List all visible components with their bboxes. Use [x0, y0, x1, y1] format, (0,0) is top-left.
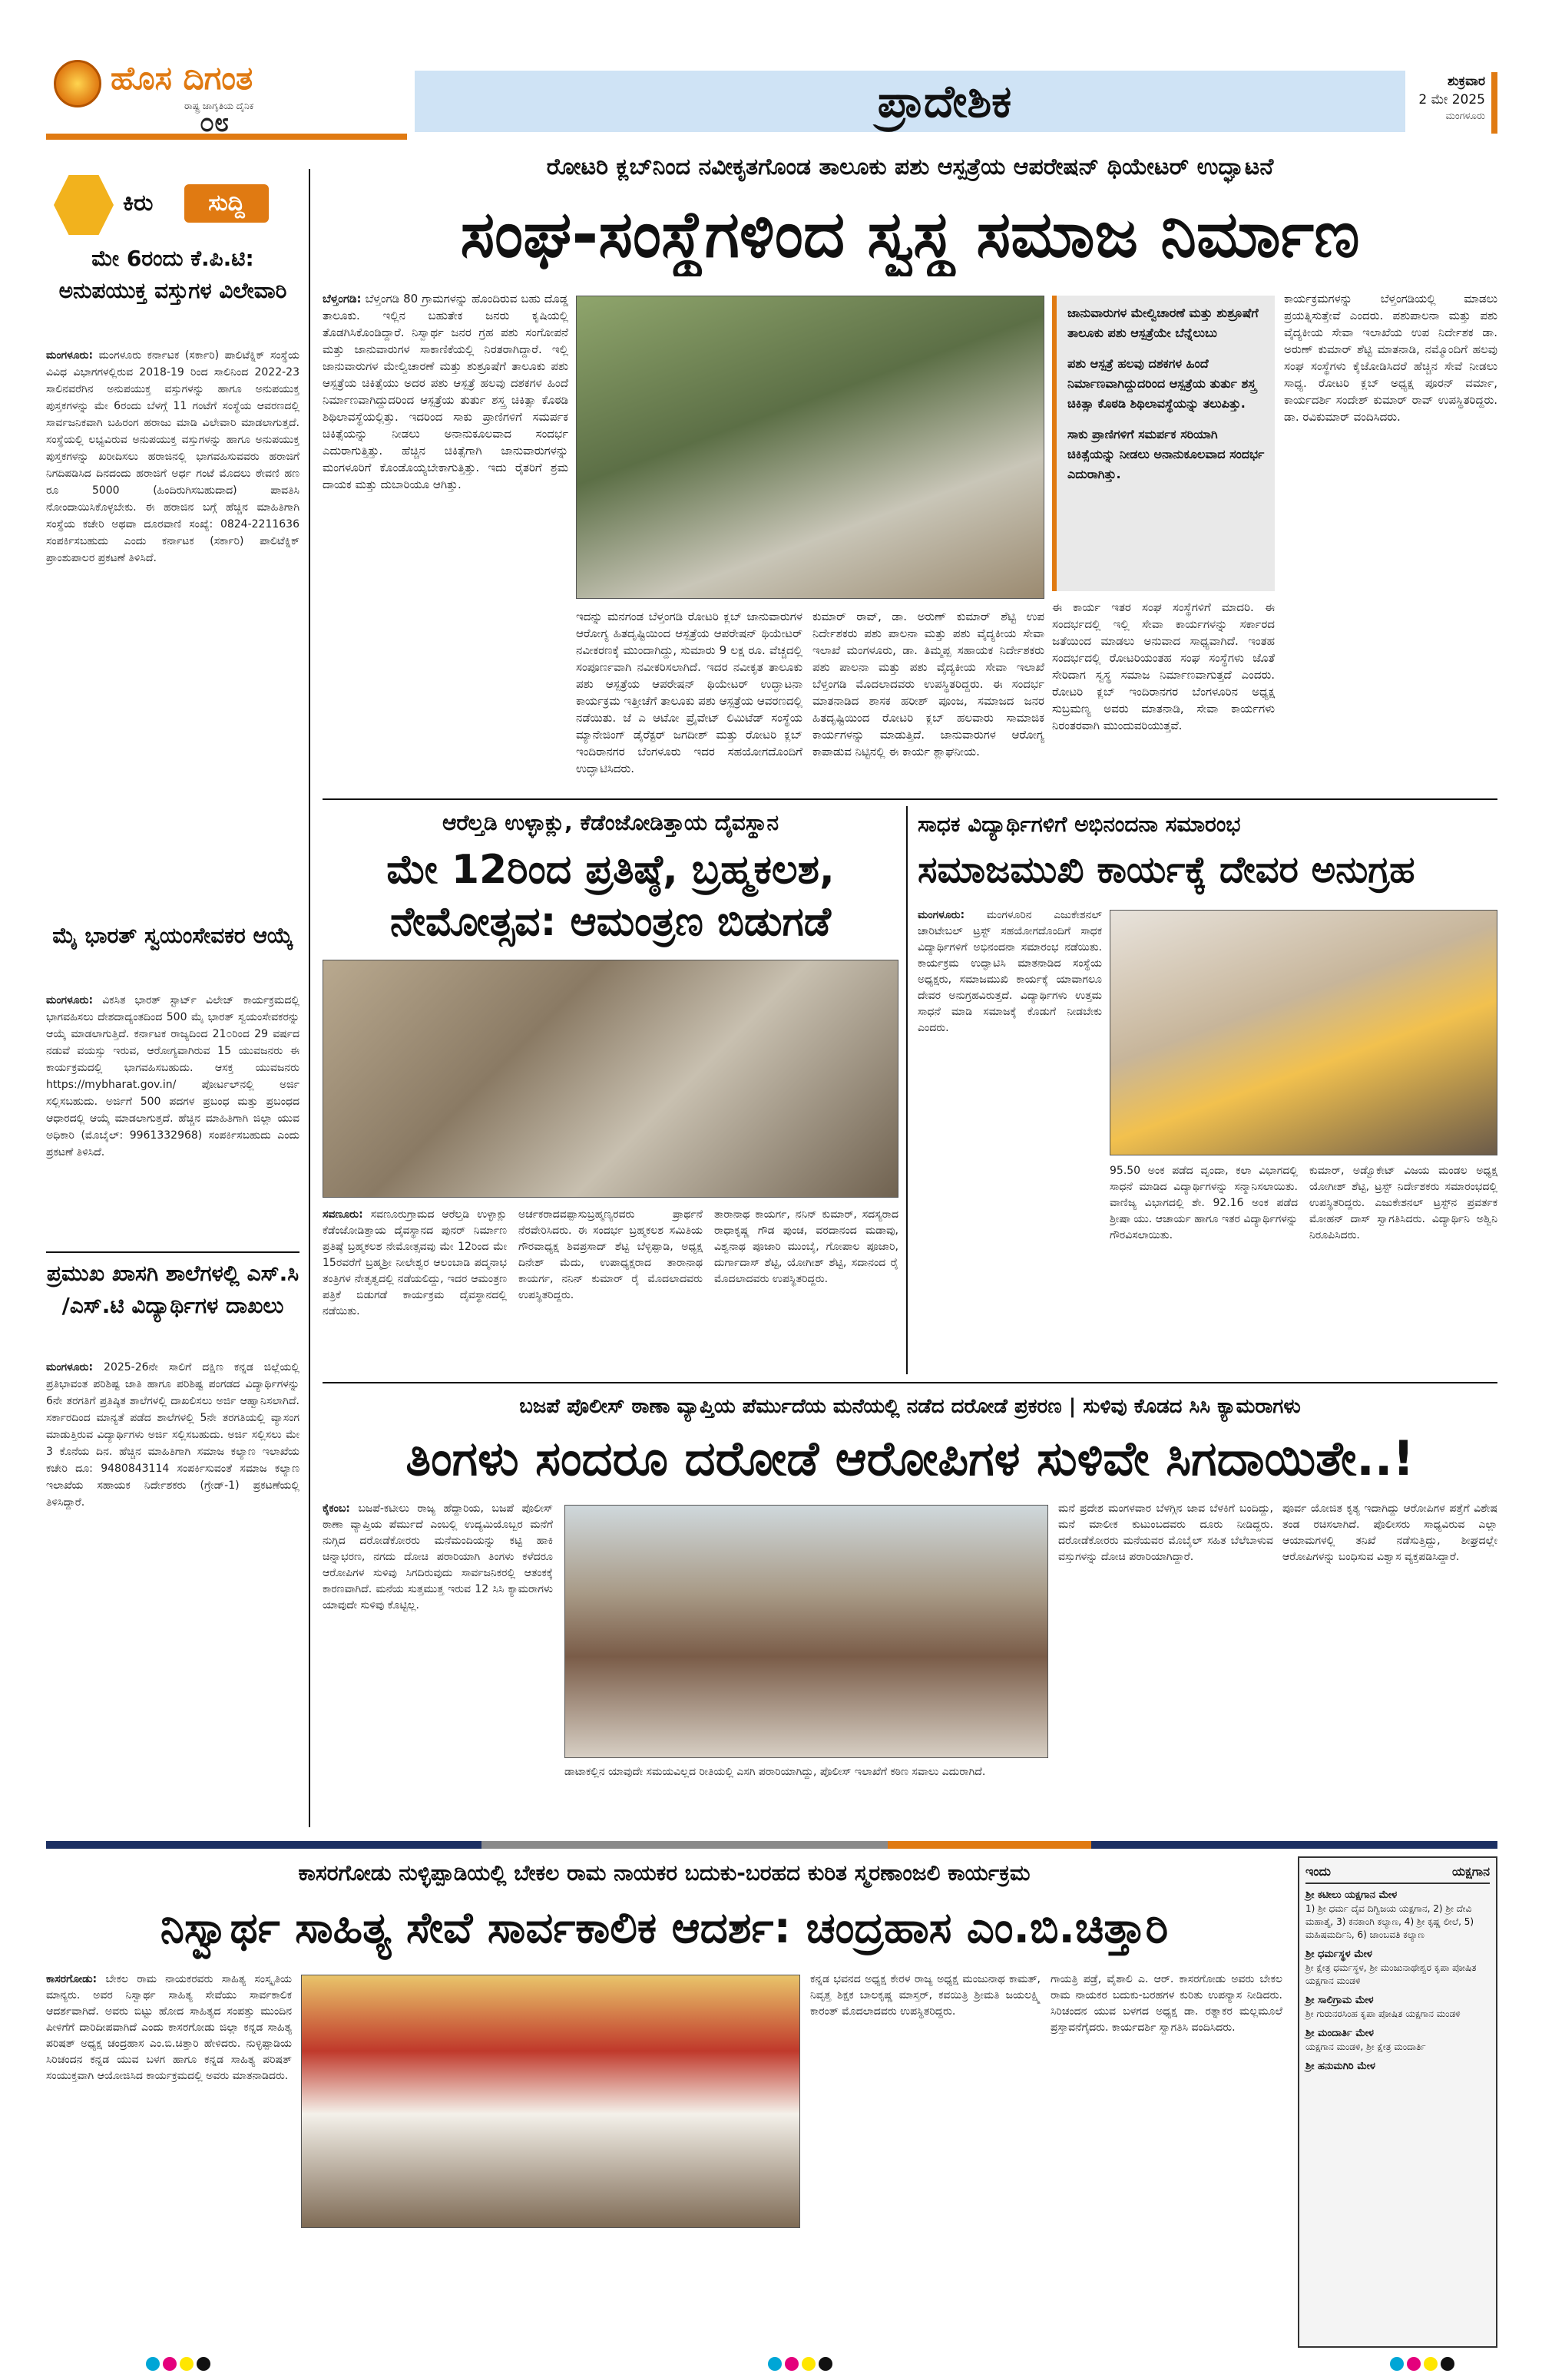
section-title: ಪ್ರಾದೇಶಿಕ: [877, 75, 1012, 127]
yakshagana-entry-title: ಶ್ರೀ ಹನುಮಗಿರಿ ಮೇಳ: [1305, 2061, 1375, 2072]
yakshagana-entry-body: ಶ್ರೀ ಕ್ಷೇತ್ರ ಧರ್ಮಸ್ಥಳ, ಶ್ರೀ ಮಂಜುನಾಥೇಶ್ವರ ಕೃಪಾ ಪೋಷಿತ ಯಕ್ಷಗಾನ ಮಂಡಳಿ: [1305, 1962, 1477, 1986]
story4-photo-caption: ಡಾಟಾಕಲ್ಲಿನ ಯಾವುದೇ ಸಮಯವಿಲ್ಲದ ರೀತಿಯಲ್ಲಿ ಎಸಗಿ ಪರಾರಿಯಾಗಿದ್ದು, ಪೊಲೀಸ್ ಇಲಾಖೆಗೆ ಕಠಿಣ ಸವಾಲು ಎದುರಾಗಿದೆ.: [564, 1766, 986, 1778]
masthead: [46, 55, 1497, 140]
masthead-logo-block: [46, 55, 407, 140]
black-dot: [1441, 2357, 1454, 2371]
kiru-suddi-header: [46, 169, 299, 238]
lead-bullet-3: ಸಾಕು ಪ್ರಾಣಿಗಳಿಗೆ ಸಮರ್ಪಕ ಸರಿಯಾಗಿ ಚಿಕಿತ್ಸೆಯನ್ನು ನೀಡಲು ಅನಾನುಕೂಲವಾದ ಸಂದರ್ಭ ಎದುರಾಗಿತ್ತು.: [1067, 427, 1265, 481]
lead-col4: ಈ ಕಾರ್ಯ ಇತರ ಸಂಘ ಸಂಸ್ಥೆಗಳಿಗೆ ಮಾದರಿ. ಈ ಸಂದರ್ಭದಲ್ಲಿ ಇಲ್ಲಿ ಸೇವಾ ಕಾರ್ಯಗಳನ್ನು ಸರ್ಕಾರದ ಜತೆಯಿಂದ ಮಾಡಲು ಅನುವಾದ ಸಾಧ್ಯವಾಗಿದೆ. ಇಂತಹ ಸಂದರ್ಭದಲ್ಲಿ ರೋಟರಿಯಂತಹ ಸಂಘ ಸಂಸ್ಥೆಗಳು ಜೊತೆ ಸೇರಿದಾಗ ಸ್ವಸ್ಥ ಸಮಾಜ ನಿರ್ಮಾಣವಾಗುತ್ತದೆ ಎಂದರು. ರೋಟರಿ ಕ್ಲಬ್ ಇಂದಿರಾನಗರ ಬೆಂಗಳೂರಿನ ಅಧ್ಯಕ್ಷ ಸುಬ್ರಮಣ್ಯ ಅವರು ಮಾತನಾಡಿ, ಸೇವಾ ಕಾರ್ಯಗಳು ನಿರಂತರವಾಗಿ ಮುಂದುವರಿಯುತ್ತವೆ.: [1052, 600, 1275, 732]
sidebar-item2-body: [46, 992, 299, 1245]
dateline: ಸವಣೂರು:: [323, 1208, 363, 1221]
divider: [46, 1251, 299, 1253]
story4-col1: [323, 1501, 553, 1827]
paper-name: ಹೊಸ ದಿಗಂತ: [111, 59, 253, 97]
lead-col1-text: ಬೆಳ್ತಂಗಡಿ 80 ಗ್ರಾಮಗಳನ್ನು ಹೊಂದಿರುವ ಬಹು ದೊಡ್ಡ ತಾಲೂಕು. ಇಲ್ಲಿನ ಬಹುತೇಕ ಜನರು ಕೃಷಿಯಲ್ಲಿ ತೊಡಗಿಸಿಕೊಂಡಿದ್ದಾರೆ. ನಿಸ್ವಾರ್ಥ ಜನರ ಗ್ರಹ ಪಶು ಸಂಗೋಪನೆ ಮತ್ತು ಜಾನುವಾರುಗಳ ಸಾಕಾಣಿಕೆಯಲ್ಲಿ ನಿರತರಾಗಿದ್ದಾರೆ. ಇಲ್ಲಿ ಜಾನುವಾರುಗಳ ಮೇಲ್ವಿಚಾರಣೆ ಮತ್ತು ಶುಶ್ರೂಷೆಗೆ ತಾಲೂಕು ಪಶು ಆಸ್ಪತ್ರೆಯ ಚಿಕಿತ್ಸೆಯು ಅದರ ಪಶು ಆಸ್ಪತ್ರೆ ಹಲವು ದಶಕಗಳ ಹಿಂದೆ ನಿರ್ಮಾಣವಾಗಿದ್ದುದರಿಂದ ಆಸ್ಪತ್ರೆಯ ತುರ್ತು ಶಸ್ತ್ರ ಚಿಕಿತ್ಸಾ ಕೊಠಡಿ ಶಿಥಿಲಾವಸ್ಥೆಯಲ್ಲಿತ್ತು. ಇದರಿಂದ ಸಾಕು ಪ್ರಾಣಿಗಳಿಗೆ ಸಮರ್ಪಕ ಚಿಕಿತ್ಸೆಯನ್ನು ನೀಡಲು ಅನಾನುಕೂಲವಾದ ಸಂದರ್ಭ ಎದುರಾಗುತ್ತಿತ್ತು. ಹೆಚ್ಚಿನ ಚಿಕಿತ್ಸೆಗಾಗಿ ಜಾನುವಾರುಗಳನ್ನು ಮಂಗಳೂರಿಗೆ ಕೊಂಡೊಯ್ಯಬೇಕಾಗುತ್ತಿತ್ತು. ಇದು ರೈತರಿಗೆ ಶ್ರಮ ದಾಯಕ ಮತ್ತು ದುಬಾರಿಯೂ ಆಗಿತ್ತು.: [323, 292, 568, 491]
cyan-dot: [768, 2357, 782, 2371]
dateline: ಮಂಗಳೂರು:: [46, 349, 94, 362]
paper-tagline: ರಾಷ್ಟ್ರ ಜಾಗೃತಿಯ ದೈನಿಕ: [184, 101, 254, 111]
yakshagana-entry-body: ಶ್ರೀ ಗುರುನರಸಿಂಹ ಕೃಪಾ ಪೋಷಿತ ಯಕ್ಷಗಾನ ಮಂಡಳಿ: [1305, 2008, 1461, 2019]
story3-col3: ಕುಮಾರ್, ಅಡ್ವೊಕೇಟ್ ವಿಜಯ ಮಂಡಲ ಅಧ್ಯಕ್ಷ ಯೋಗೀಶ್ ಶೆಟ್ಟಿ, ಟ್ರಸ್ಟ್ ನಿರ್ದೇಶಕರು ಸಮಾರಂಭದಲ್ಲಿ ಉಪಸ್ಥಿತರಿದ್ದರು. ಎಜುಕೇಶನಲ್ ಟ್ರಸ್ಟ್‌ನ ಪ್ರವರ್ತಕ ಮೋಹನ್ ದಾಸ್ ಸ್ವಾಗತಿಸಿದರು. ವಿದ್ಯಾರ್ಥಿನಿ ಅಶ್ವಿನಿ ನಿರೂಪಿಸಿದರು.: [1309, 1165, 1497, 1241]
yakshagana-entry-body: 1) ಶ್ರೀ ಧರ್ಮ ದೈವ ದಿಗ್ವಿಜಯ ಯಕ್ಷಗಾನ, 2) ಶ್ರೀ ದೇವಿ ಮಹಾತ್ಮೆ, 3) ಕನಕಾಂಗಿ ಕಲ್ಯಾಣ, 4) ಶ್ರೀ ಕೃಷ್ಣ ಲೀಲೆ, 5) ಮಹಿಷಮರ್ದಿನಿ, 6) ಜಾಂಬವತಿ ಕಲ್ಯಾಣ: [1305, 1903, 1474, 1940]
yellow-dot: [802, 2357, 816, 2371]
story4-col3: ಪೂರ್ವ ಯೋಜಿತ ಕೃತ್ಯ ಇದಾಗಿದ್ದು ಆರೋಪಿಗಳ ಪತ್ತೆಗೆ ವಿಶೇಷ ತಂಡ ರಚಿಸಲಾಗಿದೆ. ಪೊಲೀಸರು ಸಾಧ್ಯವಿರುವ ಎಲ್ಲಾ ಆಯಾಮಗಳಲ್ಲಿ ತನಿಖೆ ನಡೆಸುತ್ತಿದ್ದು, ಶೀಘ್ರದಲ್ಲೇ ಆರೋಪಿಗಳನ್ನು ಬಂಧಿಸುವ ವಿಶ್ವಾಸ ವ್ಯಕ್ತಪಡಿಸಿದ್ದಾರೆ.: [1282, 1502, 1497, 1563]
lead-bullet-2: ಪಶು ಆಸ್ಪತ್ರೆ ಹಲವು ದಶಕಗಳ ಹಿಂದೆ ನಿರ್ಮಾಣವಾಗಿದ್ದುದರಿಂದ ಆಸ್ಪತ್ರೆಯ ತುರ್ತು ಶಸ್ತ್ರ ಚಿಕಿತ್ಸಾ ಕೊಠಡಿ ಶಿಥಿಲಾವಸ್ಥೆಯನ್ನು ತಲುಪಿತ್ತು.: [1067, 356, 1256, 411]
yakshagana-entry: [1305, 2027, 1490, 2054]
section-banner: [415, 71, 1405, 132]
yellow-dot: [1424, 2357, 1438, 2371]
sidebar-item2-text: ವಿಕಸಿತ ಭಾರತ್ ಸ್ಟಾರ್ಟ್ ವಿಲೇಜ್ ಕಾರ್ಯಕ್ರಮದಲ್ಲಿ ಭಾಗವಹಿಸಲು ದೇಶದಾದ್ಯಂತದಿಂದ 500 ಮೈ ಭಾರತ್ ಸ್ವಯಂಸೇವಕರನ್ನು ಆಯ್ಕೆ ಮಾಡಲಾಗುತ್ತಿದೆ. ಕರ್ನಾಟಕ ರಾಜ್ಯದಿಂದ 21೦ರಿಂದ 29 ವರ್ಷದ ನಡುವೆ ವಯಸ್ಸು ಇರುವ, ಆರೋಗ್ಯವಾಗಿರುವ 15 ಯುವಜನರು ಈ ಕಾರ್ಯಕ್ರಮದಲ್ಲಿ ಭಾಗವಹಿಸಬಹುದು. ಆಸಕ್ತ ಯುವಜನರು https://mybharat.gov.in/ ಪೋರ್ಟಲ್‌ನಲ್ಲಿ ಅರ್ಜಿ ಸಲ್ಲಿಸಬಹುದು. ಅರ್ಜಿಗೆ 500 ಪದಗಳ ಪ್ರಬಂಧ ಮತ್ತು ಪ್ರಬಂಧದ ಆಧಾರದಲ್ಲಿ ಆಯ್ಕೆ ಮಾಡಲಾಗುತ್ತದೆ. ಹೆಚ್ಚಿನ ಮಾಹಿತಿಗಾಗಿ ಜಿಲ್ಲಾ ಯುವ ಅಧಿಕಾರಿ (ಮೊಬೈಲ್: 9961332968) ಸಂಪರ್ಕಿಸಬಹುದು ಎಂದು ಪ್ರಕಟಣೆ ತಿಳಿಸಿದೆ.: [46, 994, 299, 1159]
lead-kicker: ರೋಟರಿ ಕ್ಲಬ್‌ನಿಂದ ನವೀಕೃತಗೊಂಡ ತಾಲೂಕು ಪಶು ಆಸ್ಪತ್ರೆಯ ಆಪರೇಷನ್ ಥಿಯೇಟರ್ ಉದ್ಘಾಟನೆ: [546, 154, 1274, 180]
story5-col3: ಗಾಯತ್ರಿ ಪಡ್ರೆ, ವೈಶಾಲಿ ಎ. ಆರ್. ಕಾಸರಗೋಡು ಅವರು ಬೇಕಲ ರಾಮ ನಾಯಕರ ಬದುಕು-ಬರಹಗಳ ಕುರಿತು ಉಪನ್ಯಾಸ ನೀಡಿದರು. ಸಿರಿಚಂದನ ಯುವ ಬಳಗದ ಅಧ್ಯಕ್ಷ ಡಾ. ರತ್ನಾಕರ ಮಲ್ಲಮೂಲೆ ಪ್ರಸ್ತಾವನೆಗೈದರು. ಕಾರ್ಯದರ್ಶಿ ಸ್ವಾಗತಿಸಿ ವಂದಿಸಿದರು.: [1051, 1973, 1282, 2034]
column-rule: [906, 806, 908, 1374]
black-dot: [819, 2357, 832, 2371]
story5-photo: [301, 1975, 800, 2228]
cyan-dot: [146, 2357, 160, 2371]
story2-col3: ತಾರಾನಾಥ ಕಾಯರ್ಗ, ನನಿನ್ ಕುಮಾರ್, ಸದಸ್ಯರಾದ ರಾಧಾಕೃಷ್ಣ ಗೌಡ ಪುಂಚ, ವರದಾನಂದ ಮಡಾವು, ವಿಶ್ವನಾಥ ಪೂಜಾರಿ ಮುಂಬೈ, ಗೋಪಾಲ ಪೂಜಾರಿ, ದುರ್ಗಾದಾಸ್ ಶೆಟ್ಟಿ, ಯೋಗೀಶ್ ಶೆಟ್ಟಿ, ಸದಾನಂದ ರೈ ಮೊದಲಾದವರು ಉಪಸ್ಥಿತರಿದ್ದರು.: [714, 1208, 898, 1285]
lead-headline: ಸಂಘ-ಸಂಸ್ಥೆಗಳಿಂದ ಸ್ವಸ್ಥ ಸಮಾಜ ನಿರ್ಮಾಣ: [460, 197, 1360, 272]
registration-marks-left: [146, 2357, 238, 2372]
yakshagana-title: ಯಕ್ಷಗಾನ: [1451, 1864, 1490, 1879]
lead-bullet-box: [1052, 296, 1275, 591]
cyan-dot: [1390, 2357, 1404, 2371]
dateline: ಮಂಗಳೂರು:: [46, 1361, 94, 1373]
sidebar-item3-body: [46, 1359, 299, 1827]
story2-col1: [323, 1207, 507, 1374]
yakshagana-entry-title: ಶ್ರೀ ಸಾಲಿಗ್ರಾಮ ಮೇಳ: [1305, 1995, 1374, 2006]
weekday: ಶುಕ್ರವಾರ: [1448, 74, 1485, 89]
yellow-dot: [180, 2357, 194, 2371]
lead-col2: ಇದನ್ನು ಮನಗಂಡ ಬೆಳ್ತಂಗಡಿ ರೋಟರಿ ಕ್ಲಬ್ ಜಾನುವಾರುಗಳ ಆರೋಗ್ಯ ಹಿತದೃಷ್ಟಿಯಿಂದ ಆಸ್ಪತ್ರೆಯ ಆಪರೇಷನ್ ಥಿಯೇಟರ್ ನವೀಕರಣಕ್ಕೆ ಮುಂದಾಗಿದ್ದು, ಸುಮಾರು 9 ಲಕ್ಷ ರೂ. ವೆಚ್ಚದಲ್ಲಿ ಸಂಪೂರ್ಣವಾಗಿ ನವೀಕರಿಸಲಾಗಿದೆ. ಇದರ ನವೀಕೃತ ತಾಲೂಕು ಪಶು ಆಸ್ಪತ್ರೆಯ ಆಪರೇಷನ್ ಥಿಯೇಟರ್ ಉದ್ಘಾಟನಾ ಕಾರ್ಯಕ್ರಮ ಇತ್ತೀಚೆಗೆ ತಾಲೂಕು ಪಶು ಆಸ್ಪತ್ರೆಯ ಆವರಣದಲ್ಲಿ ನಡೆಯಿತು. ಜೆ ಎ ಆಟೋ ಪ್ರೈವೇಟ್ ಲಿಮಿಟೆಡ್ ಸಂಸ್ಥೆಯ ಮ್ಯಾನೇಜಿಂಗ್ ಡೈರೆಕ್ಟರ್ ಜಗದೀಶ್ ಮತ್ತು ರೋಟರಿ ಕ್ಲಬ್ ಇಂದಿರಾನಗರ ಬೆಂಗಳೂರು ಇದರ ಸಹಯೋಗದೊಂದಿಗೆ ಉದ್ಘಾಟಿಸಿದರು.: [576, 610, 802, 775]
story2-headline-2: ನೇಮೋತ್ಸವ: ಆಮಂತ್ರಣ ಬಿಡುಗಡೆ: [390, 899, 831, 945]
divider: [323, 1382, 1497, 1383]
story4-photo: [564, 1505, 1048, 1758]
issue-date: 2 ಮೇ 2025: [1418, 92, 1485, 107]
story2-photo: [323, 960, 898, 1198]
dateline: ಮಂಗಳೂರು:: [918, 909, 965, 921]
lead-col5: ಕಾರ್ಯಕ್ರಮಗಳನ್ನು ಬೆಳ್ತಂಗಡಿಯಲ್ಲಿ ಮಾಡಲು ಪ್ರಯತ್ನಿಸುತ್ತೇವೆ ಎಂದರು. ಪಶುಪಾಲನಾ ಮತ್ತು ಪಶು ವೈದ್ಯಕೀಯ ಸೇವಾ ಇಲಾಖೆಯ ಉಪ ನಿರ್ದೇಶಕ ಡಾ. ಅರುಣ್ ಕುಮಾರ್ ಶೆಟ್ಟಿ ಮಾತನಾಡಿ, ನಮ್ಮೊಂದಿಗೆ ಹಲವು ಸಂಘ ಸಂಸ್ಥೆಗಳು ಕೈಜೋಡಿಸಿದರೆ ಹೆಚ್ಚಿನ ಸೇವೆ ನೀಡಲು ಸಾಧ್ಯ. ರೋಟರಿ ಕ್ಲಬ್ ಅಧ್ಯಕ್ಷ ಪೂರನ್ ವರ್ಮಾ, ಕಾರ್ಯದರ್ಶಿ ಸಂದೇಶ್ ಕುಮಾರ್ ರಾವ್ ಉಪಸ್ಥಿತರಿದ್ದರು. ಡಾ. ರವಿಕುಮಾರ್ ವಂದಿಸಿದರು.: [1284, 292, 1497, 424]
lead-col3: ಕುಮಾರ್ ರಾವ್, ಡಾ. ಅರುಣ್ ಕುಮಾರ್ ಶೆಟ್ಟಿ ಉಪ ನಿರ್ದೇಶಕರು ಪಶು ಪಾಲನಾ ಮತ್ತು ಪಶು ವೈದ್ಯಕೀಯ ಸೇವಾ ಇಲಾಖೆ ಮಂಗಳೂರು, ಡಾ. ತಿಮ್ಮಪ್ಪ ಸಹಾಯಕ ನಿರ್ದೇಶಕರು ಪಶು ಪಾಲನಾ ಮತ್ತು ಪಶು ವೈದ್ಯಕೀಯ ಸೇವಾ ಇಲಾಖೆ ಬೆಳ್ತಂಗಡಿ ಮೊದಲಾದವರು ಉಪಸ್ಥಿತರಿದ್ದರು. ಈ ಸಂದರ್ಭ ಮಾತನಾಡಿದ ಶಾಸಕ ಹರೀಶ್ ಪೂಂಜ, ಸಮಾಜದ ಜನರ ಹಿತದೃಷ್ಟಿಯಿಂದ ರೋಟರಿ ಕ್ಲಬ್ ಹಲವಾರು ಸಾಮಾಜಿಕ ಕಾರ್ಯಗಳನ್ನು ಮಾಡುತ್ತಿದೆ. ಜಾನುವಾರುಗಳ ಆರೋಗ್ಯ ಕಾಪಾಡುವ ನಿಟ್ಟಿನಲ್ಲಿ ಈ ಕಾರ್ಯ ಶ್ಲಾಘನೀಯ.: [812, 610, 1044, 759]
story4-headline: ತಿಂಗಳು ಸಂದರೂ ದರೋಡೆ ಆರೋಪಿಗಳ ಸುಳಿವೇ ಸಿಗದಾಯಿತೇ..!: [405, 1430, 1415, 1486]
story5-col2: ಕನ್ನಡ ಭವನದ ಅಧ್ಯಕ್ಷ ಕೇರಳ ರಾಜ್ಯ ಅಧ್ಯಕ್ಷ ಮಂಜುನಾಥ ಕಾಮತ್, ನಿವೃತ್ತ ಶಿಕ್ಷಕ ಬಾಲಕೃಷ್ಣ ಮಾಸ್ತರ್, ಕವಯಿತ್ರಿ ಶ್ರೀಮತಿ ಜಯಲಕ್ಷ್ಮಿ ಕಾರಂತ್ ಮೊದಲಾದವರು ಉಪಸ್ಥಿತರಿದ್ದರು.: [810, 1973, 1041, 2018]
dateline: ಮಂಗಳೂರು:: [46, 994, 94, 1007]
story5-kicker: ಕಾಸರಗೋಡು ನುಳ್ಳಿಪ್ಪಾಡಿಯಲ್ಲಿ ಬೇಕಲ ರಾಮ ನಾಯಕರ ಬದುಕು-ಬರಹದ ಕುರಿತ ಸ್ಮರಣಾಂಜಲಿ ಕಾರ್ಯಕ್ರಮ: [298, 1860, 1031, 1886]
story3-col1: [918, 907, 1102, 1374]
story3-kicker: ಸಾಧಕ ವಿದ್ಯಾರ್ಥಿಗಳಿಗೆ ಅಭಿನಂದನಾ ಸಮಾರಂಭ: [918, 812, 1241, 837]
pointing-hand-icon: [54, 175, 114, 235]
yakshagana-entry: [1305, 1948, 1490, 1988]
story5-col1: [46, 1972, 292, 2348]
logo-sun-icon: [54, 60, 101, 107]
dateline: ಕಾಸರಗೋಡು:: [46, 1973, 98, 1985]
sidebar-item2-headline: ಮೈ ಭಾರತ್ ಸ್ವಯಂಸೇವಕರ ಆಯ್ಕೆ: [52, 923, 293, 948]
story4-col1-text: ಬಜಪೆ-ಕಟೀಲು ರಾಜ್ಯ ಹೆದ್ದಾರಿಯ, ಬಜಪೆ ಪೊಲೀಸ್ ಠಾಣಾ ವ್ಯಾಪ್ತಿಯ ಪೆರ್ಮುದೆ ಎಂಬಲ್ಲಿ ಉದ್ಯಮಿಯೊಬ್ಬರ ಮನೆಗೆ ನುಗ್ಗಿದ ದರೋಡೆಕೋರರು ಮನೆಮಂದಿಯನ್ನು ಕಟ್ಟಿ ಹಾಕಿ ಚಿನ್ನಾಭರಣ, ನಗದು ದೋಚಿ ಪರಾರಿಯಾಗಿ ತಿಂಗಳು ಕಳೆದರೂ ಆರೋಪಿಗಳ ಸುಳಿವು ಸಿಗದಿರುವುದು ಸಾರ್ವಜನಿಕರಲ್ಲಿ ಆತಂಕಕ್ಕೆ ಕಾರಣವಾಗಿದೆ. ಮನೆಯ ಸುತ್ತಮುತ್ತ ಇರುವ 12 ಸಿಸಿ ಕ್ಯಾಮರಾಗಳು ಯಾವುದೇ ಸುಳಿವು ಕೊಟ್ಟಿಲ್ಲ.: [323, 1502, 553, 1611]
yakshagana-box: [1298, 1856, 1497, 2348]
page-number: ೦೮: [200, 107, 230, 138]
black-dot: [197, 2357, 210, 2371]
yakshagana-entry-title: ಶ್ರೀ ಕಟೀಲು ಯಕ್ಷಗಾನ ಮೇಳ: [1305, 1889, 1398, 1901]
story2-headline-1: ಮೇ 12ರಿಂದ ಪ್ರತಿಷ್ಠೆ, ಬ್ರಹ್ಮಕಲಶ,: [386, 847, 835, 893]
yakshagana-entry: [1305, 2060, 1490, 2074]
dateline: ಬೆಳ್ತಂಗಡಿ:: [323, 292, 362, 306]
sidebar-item1-body: [46, 347, 299, 900]
story3-photo: [1110, 910, 1497, 1155]
sidebar-column-rule: [309, 169, 310, 1827]
magenta-dot: [1407, 2357, 1421, 2371]
yakshagana-entry: [1305, 1889, 1490, 1942]
yakshagana-entry-title: ಶ್ರೀ ಮಂದಾರ್ತಿ ಮೇಳ: [1305, 2028, 1374, 2039]
story5-headline: ನಿಸ್ವಾರ್ಥ ಸಾಹಿತ್ಯ ಸೇವೆ ಸಾರ್ವಕಾಲಿಕ ಆದರ್ಶ: ಚಂದ್ರಹಾಸ ಎಂ.ಬಿ.ಚಿತ್ತಾರಿ: [160, 1903, 1169, 1953]
color-divider: [46, 1841, 1497, 1849]
sidebar-item3-text: 2025-26ನೇ ಸಾಲಿಗೆ ದಕ್ಷಿಣ ಕನ್ನಡ ಜಿಲ್ಲೆಯಲ್ಲಿ ಪ್ರತಿಭಾವಂತ ಪರಿಶಿಷ್ಟ ಜಾತಿ ಹಾಗೂ ಪರಿಶಿಷ್ಟ ಪಂಗಡದ ವಿದ್ಯಾರ್ಥಿಗಳನ್ನು 6ನೇ ತರಗತಿಗೆ ಪ್ರತಿಷ್ಠಿತ ಶಾಲೆಗಳಲ್ಲಿ ದಾಖಲಿಸಲು ಅರ್ಜಿ ಆಹ್ವಾನಿಸಲಾಗಿದೆ. ಸರ್ಕಾರದಿಂದ ಮಾನ್ಯತೆ ಪಡೆದ ಶಾಲೆಗಳಲ್ಲಿ 5ನೇ ತರಗತಿಯಲ್ಲಿ ವ್ಯಾಸಂಗ ಮಾಡುತ್ತಿರುವ ವಿದ್ಯಾರ್ಥಿಗಳು ಅರ್ಜಿ ಸಲ್ಲಿಸಬಹುದು. ಅರ್ಜಿ ಸಲ್ಲಿಸಲು ಮೇ 3 ಕೊನೆಯ ದಿನ. ಹೆಚ್ಚಿನ ಮಾಹಿತಿಗಾಗಿ ಸಮಾಜ ಕಲ್ಯಾಣ ಇಲಾಖೆಯ ಕಚೇರಿ ದೂ: 9480843114 ಸಂಪರ್ಕಿಸುವಂತೆ ಸಮಾಜ ಕಲ್ಯಾಣ ಇಲಾಖೆಯ ಸಹಾಯಕ ನಿರ್ದೇಶಕರು (ಗ್ರೇಡ್-1) ಪ್ರಕಟಣೆಯಲ್ಲಿ ತಿಳಿಸಿದ್ದಾರೆ.: [46, 1361, 299, 1509]
suddi-label: ಸುದ್ದಿ: [184, 184, 269, 223]
divider: [323, 798, 1497, 800]
yakshagana-header: [1305, 1864, 1490, 1884]
story2-kicker: ಆರೆಲ್ತಡಿ ಉಳ್ಳಾಕ್ಲು, ಕೆಡೆಂಜೋಡಿತ್ತಾಯ ದೈವಸ್ಥಾನ: [442, 810, 779, 835]
sidebar-item3-headline: ಪ್ರಮುಖ ಖಾಸಗಿ ಶಾಲೆಗಳಲ್ಲಿ ಎಸ್.ಸಿ /ಎಸ್.ಟಿ ವಿದ್ಯಾರ್ಥಿಗಳ ದಾಖಲು: [46, 1261, 299, 1318]
date-block: [1352, 72, 1497, 134]
magenta-dot: [163, 2357, 177, 2371]
story2-col1-text: ಸವಣೂರುಗ್ರಾಮದ ಆರೆಲ್ತಡಿ ಉಳ್ಳಾಕ್ಲು ಕೆಡೆಂಜೋಡಿತ್ತಾಯ ದೈವಸ್ಥಾನದ ಪುನರ್ ನಿರ್ಮಾಣ ಪ್ರತಿಷ್ಠೆ ಬ್ರಹ್ಮಕಲಶ ನೇಮೋತ್ಸವವು ಮೇ 12ರಿಂದ ಮೇ 15ರವರೆಗೆ ಬ್ರಹ್ಮಶ್ರೀ ನೀಲೇಶ್ವರ ಆಲಂಬಾಡಿ ಪದ್ಮನಾಭ ತಂತ್ರಿಗಳ ನೇತೃತ್ವದಲ್ಲಿ ನಡೆಯಲಿದ್ದು, ಇದರ ಆಮಂತ್ರಣ ಪತ್ರಿಕೆ ಬಿಡುಗಡೆ ಕಾರ್ಯಕ್ರಮ ದೈವಸ್ಥಾನದಲ್ಲಿ ನಡೆಯಿತು.: [323, 1208, 507, 1317]
magenta-dot: [785, 2357, 799, 2371]
edition-city: ಮಂಗಳೂರು: [1445, 111, 1485, 122]
dateline: ಕೈಕಂಬ:: [323, 1502, 350, 1515]
yakshagana-today-label: ಇಂದು: [1305, 1864, 1331, 1879]
registration-marks-center: [768, 2357, 860, 2372]
lead-col1: [323, 290, 568, 789]
yakshagana-entry-body: ಯಕ್ಷಗಾನ ಮಂಡಳಿ, ಶ್ರೀ ಕ್ಷೇತ್ರ ಮಂದಾರ್ತಿ: [1305, 2041, 1426, 2052]
kiru-label: ಕಿರು: [123, 190, 154, 217]
story4-col2: ಮನೆ ಪ್ರದೇಶ ಮಂಗಳವಾರ ಬೆಳಗ್ಗಿನ ಜಾವ ಬೆಳಕಿಗೆ ಬಂದಿದ್ದು, ಮನೆ ಮಾಲೀಕ ಕುಟುಂಬದವರು ದೂರು ನೀಡಿದ್ದರು. ದರೋಡೆಕೋರರು ಮನೆಯವರ ಮೊಬೈಲ್ ಸಹಿತ ಬೆಲೆಬಾಳುವ ವಸ್ತುಗಳನ್ನು ದೋಚಿ ಪರಾರಿಯಾಗಿದ್ದಾರೆ.: [1058, 1502, 1273, 1563]
sidebar-item1-text: ಮಂಗಳೂರು ಕರ್ನಾಟಕ (ಸರ್ಕಾರಿ) ಪಾಲಿಟೆಕ್ನಿಕ್ ಸಂಸ್ಥೆಯ ವಿವಿಧ ವಿಭಾಗಗಳಲ್ಲಿರುವ 2018-19 ರಿಂದ ಸಾಲಿನಿಂದ 2022-23 ಸಾಲಿನವರೆಗಿನ ಅನುಪಯುಕ್ತ ವಸ್ತುಗಳನ್ನು ಹಾಗೂ ಅನುಪಯುಕ್ತ ಪುಸ್ತಕಗಳನ್ನು ಮೇ 6ರಂದು ಬೆಳಗ್ಗೆ 11 ಗಂಟೆಗೆ ಸಂಸ್ಥೆಯ ಆವರಣದಲ್ಲಿ ಸಾರ್ವಜನಿಕವಾಗಿ ಬಹಿರಂಗ ಹರಾಜು ಮಾಡಿ ವಿಲೇವಾರಿ ಮಾಡಲಾಗುತ್ತದೆ. ಸಂಸ್ಥೆಯಲ್ಲಿ ಲಭ್ಯವಿರುವ ಅನುಪಯುಕ್ತ ವಸ್ತುಗಳನ್ನು ಹಾಗೂ ಅನುಪಯುಕ್ತ ಪುಸ್ತಕಗಳನ್ನು ಖರೀದಿಸಲು ಹರಾಜಿನಲ್ಲಿ ಭಾಗವಹಿಸುವವರು ಹರಾಜಿಗೆ ನಿಗದಿಪಡಿಸಿದ ದಿನದಂದು ಹರಾಜಿಗೆ ಅರ್ಧ ಗಂಟೆ ಮೊದಲು ಠೇವಣಿ ಹಣ ರೂ 5000 (ಹಿಂದಿರುಗಿಸಬಹುದಾದ) ಪಾವತಿಸಿ ನೋಂದಾಯಿಸಿಕೊಳ್ಳಬೇಕು. ಈ ಹರಾಜಿನ ಬಗ್ಗೆ ಹೆಚ್ಚಿನ ಮಾಹಿತಿಗಾಗಿ ಸಂಸ್ಥೆಯ ಕಚೇರಿ ಅಥವಾ ದೂರವಾಣಿ ಸಂಖ್ಯೆ: 0824-2211636 ಸಂಪರ್ಕಿಸಬಹುದು ಎಂದು ಕರ್ನಾಟಕ (ಸರ್ಕಾರಿ) ಪಾಲಿಟೆಕ್ನಿಕ್ ಪ್ರಾಂಶುಪಾಲರ ಪ್ರಕಟಣೆ ತಿಳಿಸಿದೆ.: [46, 349, 299, 564]
story4-kicker: ಬಜಪೆ ಪೊಲೀಸ್ ಠಾಣಾ ವ್ಯಾಪ್ತಿಯ ಪೆರ್ಮುದೆಯ ಮನೆಯಲ್ಲಿ ನಡೆದ ದರೋಡೆ ಪ್ರಕರಣ | ಸುಳಿವು ಕೊಡದ ಸಿಸಿ ಕ್ಯಾಮರಾಗಳು: [519, 1395, 1301, 1418]
story5-col1-text: ಬೇಕಲ ರಾಮ ನಾಯಕರವರು ಸಾಹಿತ್ಯ ಸಂಸ್ಕೃತಿಯ ಮಾನ್ಯರು. ಅವರ ನಿಸ್ವಾರ್ಥ ಸಾಹಿತ್ಯ ಸೇವೆಯು ಸಾರ್ವಕಾಲಿಕ ಆದರ್ಶವಾಗಿದೆ. ಅವರು ಬಿಟ್ಟು ಹೋದ ಸಾಹಿತ್ಯದ ಸಂಪತ್ತು ಮುಂದಿನ ಪೀಳಿಗೆಗೆ ದಾರಿದೀಪವಾಗಿದೆ ಎಂದು ಕಾಸರಗೋಡು ಜಿಲ್ಲಾ ಕನ್ನಡ ಸಾಹಿತ್ಯ ಪರಿಷತ್ ಅಧ್ಯಕ್ಷ ಚಂದ್ರಹಾಸ ಎಂ.ಬಿ.ಚಿತ್ತಾರಿ ಹೇಳಿದರು. ನುಳ್ಳಿಪ್ಪಾಡಿಯ ಸಿರಿಚಂದನ ಕನ್ನಡ ಯುವ ಬಳಗ ಹಾಗೂ ಕನ್ನಡ ಸಾಹಿತ್ಯ ಪರಿಷತ್ ಸಂಯುಕ್ತವಾಗಿ ಆಯೋಜಿಸಿದ ಕಾರ್ಯಕ್ರಮದಲ್ಲಿ ಅವರು ಮಾತನಾಡಿದರು.: [46, 1973, 292, 2082]
sidebar-item1-headline: ಮೇ 6ರಂದು ಕೆ.ಪಿ.ಟಿ: ಅನುಪಯುಕ್ತ ವಸ್ತುಗಳ ವಿಲೇವಾರಿ: [58, 246, 287, 303]
yakshagana-entry-title: ಶ್ರೀ ಧರ್ಮಸ್ಥಳ ಮೇಳ: [1305, 1949, 1372, 1960]
yakshagana-entry: [1305, 1994, 1490, 2021]
story3-col1-text: ಮಂಗಳೂರಿನ ಎಜುಕೇಶನಲ್ ಚಾರಿಟೇಬಲ್ ಟ್ರಸ್ಟ್ ಸಹಯೋಗದೊಂದಿಗೆ ಸಾಧಕ ವಿದ್ಯಾರ್ಥಿಗಳಿಗೆ ಅಭಿನಂದನಾ ಸಮಾರಂಭ ನಡೆಯಿತು. ಕಾರ್ಯಕ್ರಮ ಉದ್ಘಾಟಿಸಿ ಮಾತನಾಡಿದ ಸಂಸ್ಥೆಯ ಅಧ್ಯಕ್ಷರು, ಸಮಾಜಮುಖಿ ಕಾರ್ಯಕ್ಕೆ ಯಾವಾಗಲೂ ದೇವರ ಅನುಗ್ರಹವಿರುತ್ತದೆ. ವಿದ್ಯಾರ್ಥಿಗಳು ಉತ್ತಮ ಸಾಧನೆ ಮಾಡಿ ಸಮಾಜಕ್ಕೆ ಕೊಡುಗೆ ನೀಡಬೇಕು ಎಂದರು.: [918, 909, 1102, 1034]
story2-col2: ಅರ್ಚಕರಾದವಪ್ಪಾಸುಬ್ರಹ್ಮಣ್ಯರವರು ಪ್ರಾರ್ಥನೆ ನೆರವೇರಿಸಿದರು. ಈ ಸಂದರ್ಭ ಬ್ರಹ್ಮಕಲಶ ಸಮಿತಿಯ ಗೌರವಾಧ್ಯಕ್ಷ ಶಿವಪ್ರಸಾದ್ ಶೆಟ್ಟಿ ಬೆಳ್ಳಿಪ್ಪಾಡಿ, ಅಧ್ಯಕ್ಷ ದಿನೇಶ್ ಮೆದು, ಉಪಾಧ್ಯಕ್ಷರಾದ ತಾರಾನಾಥ ಕಾಯರ್ಗ, ನನಿನ್ ಕುಮಾರ್ ರೈ ಮೊದಲಾದವರು ಉಪಸ್ಥಿತರಿದ್ದರು.: [518, 1208, 703, 1301]
story3-col2: 95.50 ಅಂಕ ಪಡೆದ ವೃಂದಾ, ಕಲಾ ವಿಭಾಗದಲ್ಲಿ ಸಾಧನೆ ಮಾಡಿದ ವಿದ್ಯಾರ್ಥಿಗಳನ್ನು ಸನ್ಮಾನಿಸಲಾಯಿತು. ವಾಣಿಜ್ಯ ವಿಭಾಗದಲ್ಲಿ ಶೇ. 92.16 ಅಂಕ ಪಡೆದ ಶ್ರೀಷಾ ಯು. ಆಚಾರ್ಯ ಹಾಗೂ ಇತರ ವಿದ್ಯಾರ್ಥಿಗಳನ್ನು ಗೌರವಿಸಲಾಯಿತು.: [1110, 1165, 1298, 1241]
registration-marks-right: [1390, 2357, 1482, 2372]
lead-photo: [576, 296, 1044, 599]
story3-headline: ಸಮಾಜಮುಖಿ ಕಾರ್ಯಕ್ಕೆ ದೇವರ ಅನುಗ್ರಹ: [918, 848, 1415, 891]
sidebar-kiru-suddi: [46, 169, 299, 1374]
lead-bullet-1: ಜಾನುವಾರುಗಳ ಮೇಲ್ವಿಚಾರಣೆ ಮತ್ತು ಶುಶ್ರೂಷೆಗೆ ತಾಲೂಕು ಪಶು ಆಸ್ಪತ್ರೆಯೇ ಬೆನ್ನೆಲುಬು: [1067, 306, 1259, 340]
